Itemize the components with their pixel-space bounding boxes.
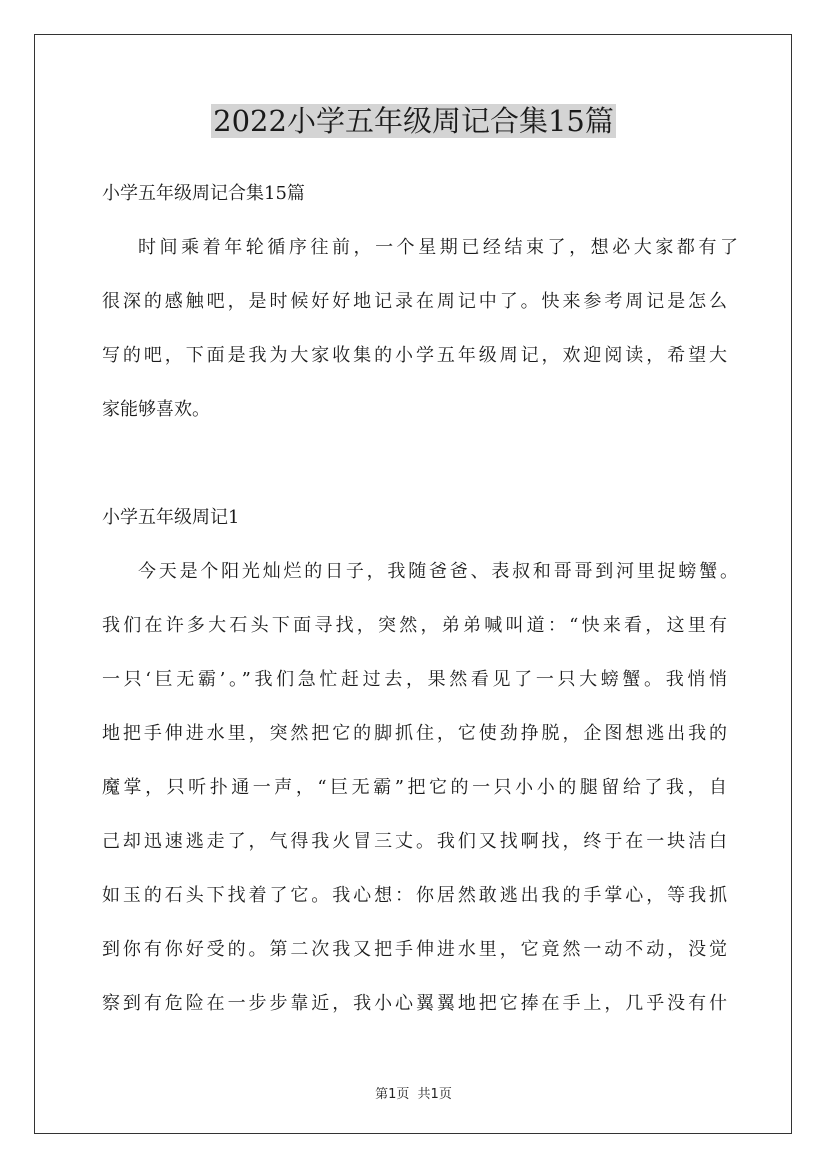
intro-line-2: 很深的感触吧，是时候好好地记录在周记中了。快来参考周记是怎么 [102,291,727,312]
intro-line-1: 时间乘着年轮循序往前，一个星期已经结束了，想必大家都有了 [138,237,738,258]
body-line-9: 察到有危险在一步步靠近，我小心翼翼地把它捧在手上，几乎没有什 [102,993,727,1014]
body-line-3: 一只‘巨无霸’。”我们急忙赶过去，果然看见了一只大螃蟹。我悄悄 [102,669,727,690]
document-title [0,100,827,142]
intro-line-4: 家能够喜欢。 [102,399,210,420]
section-heading: 小学五年级周记1 [102,507,240,528]
body-line-5: 魔掌，只听扑通一声，“巨无霸”把它的一只小小的腿留给了我，自 [102,777,727,798]
body-line-7: 如玉的石头下找着了它。我心想：你居然敢逃出我的手掌心，等我抓 [102,885,727,906]
intro-line-3: 写的吧，下面是我为大家收集的小学五年级周记，欢迎阅读，希望大 [102,345,727,366]
document-title-text: 2022小学五年级周记合集15篇 [213,104,614,138]
page-footer: 第1页 共1页 [375,1087,452,1102]
body-line-2: 我们在许多大石头下面寻找，突然，弟弟喊叫道：“快来看，这里有 [102,615,727,636]
body-line-1: 今天是个阳光灿烂的日子，我随爸爸、表叔和哥哥到河里捉螃蟹。 [138,561,738,582]
body-line-8: 到你有你好受的。第二次我又把手伸进水里，它竟然一动不动，没觉 [102,939,727,960]
body-line-4: 地把手伸进水里，突然把它的脚抓住，它使劲挣脱，企图想逃出我的 [102,723,727,744]
body-line-6: 己却迅速逃走了，气得我火冒三丈。我们又找啊找，终于在一块洁白 [102,831,727,852]
document-subtitle: 小学五年级周记合集15篇 [102,183,305,204]
